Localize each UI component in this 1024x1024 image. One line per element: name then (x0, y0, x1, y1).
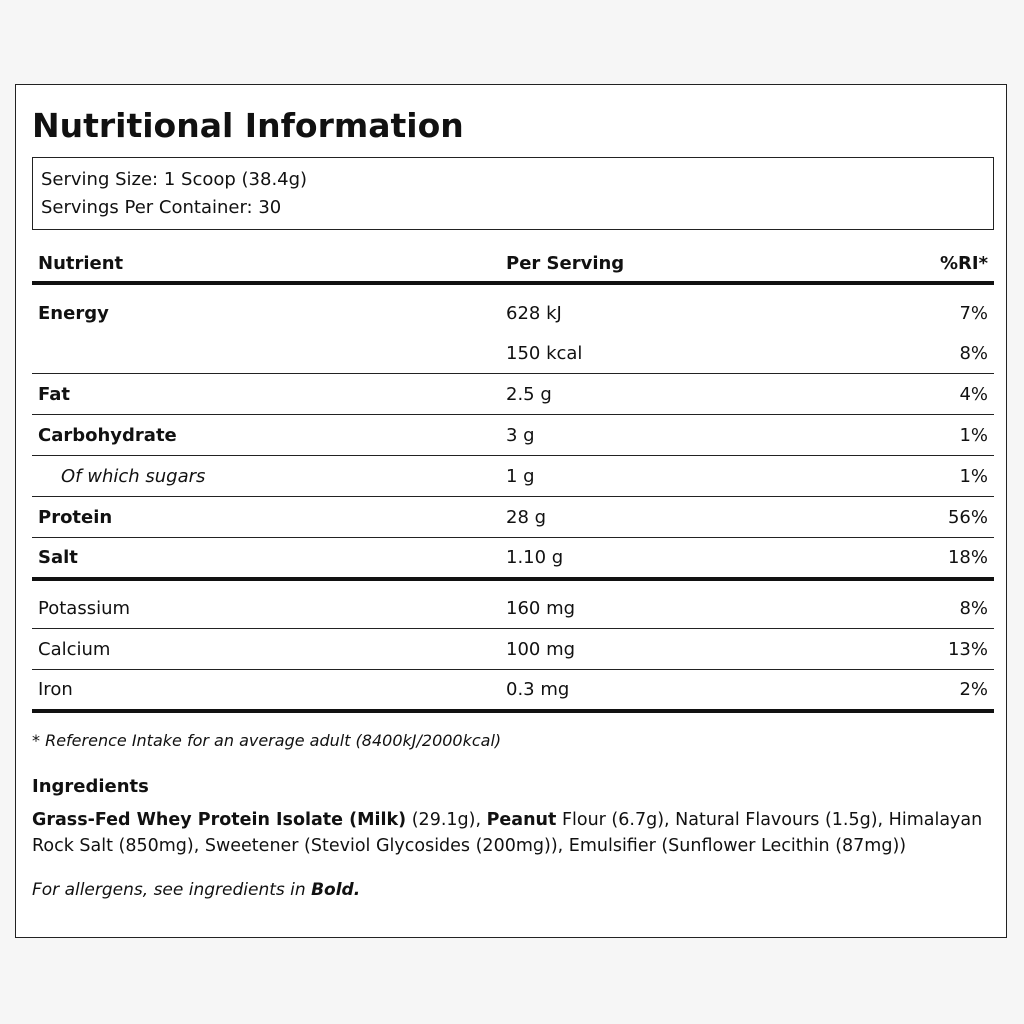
ingredient-part: Flour (6.7g), Natural Flavours (1.5g), Himalayan Rock Salt (850mg), Sweetener (Steviol Glycosides (200mg)), Emulsifier (Sunflower Lecithin (87mg)) (32, 810, 983, 856)
page-title: Nutritional Information (32, 106, 464, 145)
per-serving-value: 1 g (506, 465, 535, 487)
ri-value: 18% (947, 547, 988, 568)
table-row (32, 374, 994, 415)
per-serving-value: 150 kcal (506, 342, 583, 364)
table-row (32, 670, 994, 713)
per-serving-value: 28 g (506, 506, 547, 528)
per-serving-value: 0.3 mg (506, 679, 570, 700)
table-row (32, 456, 994, 497)
serving-size: Serving Size: 1 Scoop (38.4g) (41, 169, 308, 190)
table-row (32, 629, 994, 670)
ri-value: 13% (947, 638, 988, 660)
nutrition-table (32, 245, 994, 713)
per-serving-value: 160 mg (506, 598, 576, 619)
allergen-note (32, 880, 360, 900)
table-row (32, 415, 994, 456)
nutrient-name: Energy (38, 302, 109, 324)
header-per-serving: Per Serving (506, 252, 625, 274)
nutrient-name: Potassium (38, 598, 131, 619)
ri-value: 1% (959, 424, 988, 446)
nutrient-name: Iron (38, 679, 73, 700)
ingredients-text (32, 807, 994, 859)
header-nutrient: Nutrient (38, 252, 124, 274)
per-serving-value: 628 kJ (506, 302, 562, 324)
ri-value: 2% (959, 679, 988, 700)
nutrient-name: Carbohydrate (38, 424, 177, 446)
table-row (32, 333, 994, 374)
table-row (32, 497, 994, 538)
nutrient-name: Calcium (38, 638, 111, 660)
ingredient-part: (29.1g), (406, 810, 487, 830)
header-ri: %RI* (939, 252, 988, 274)
ri-value: 4% (959, 383, 988, 405)
allergen-peanut: Peanut (486, 810, 557, 830)
servings-per-container: Servings Per Container: 30 (41, 197, 282, 218)
nutrient-name: Fat (38, 383, 70, 405)
ri-value: 56% (947, 506, 988, 528)
nutrient-name: Of which sugars (61, 465, 206, 487)
table-row (32, 285, 994, 333)
nutrient-name: Salt (38, 547, 78, 568)
serving-info-box (32, 157, 994, 230)
nutrient-name: Protein (38, 506, 113, 528)
per-serving-value: 2.5 g (506, 383, 552, 405)
ingredients-heading: Ingredients (32, 776, 149, 797)
ri-value: 1% (959, 465, 988, 487)
per-serving-value: 100 mg (506, 638, 576, 660)
allergen-note-text: For allergens, see ingredients in (32, 880, 312, 900)
ri-value: 8% (959, 598, 988, 619)
ri-value: 7% (959, 302, 988, 324)
reference-intake-footnote: * Reference Intake for an average adult (8400kJ/2000kcal) (32, 731, 502, 750)
ri-value: 8% (959, 342, 988, 364)
allergen-whey: Grass-Fed Whey Protein Isolate (Milk) (32, 810, 407, 830)
per-serving-value: 3 g (506, 424, 535, 446)
table-header-row (32, 245, 994, 285)
nutrition-panel (15, 84, 1007, 938)
table-row (32, 538, 994, 581)
per-serving-value: 1.10 g (506, 547, 564, 568)
allergen-note-bold: Bold. (311, 880, 361, 900)
table-row (32, 581, 994, 629)
